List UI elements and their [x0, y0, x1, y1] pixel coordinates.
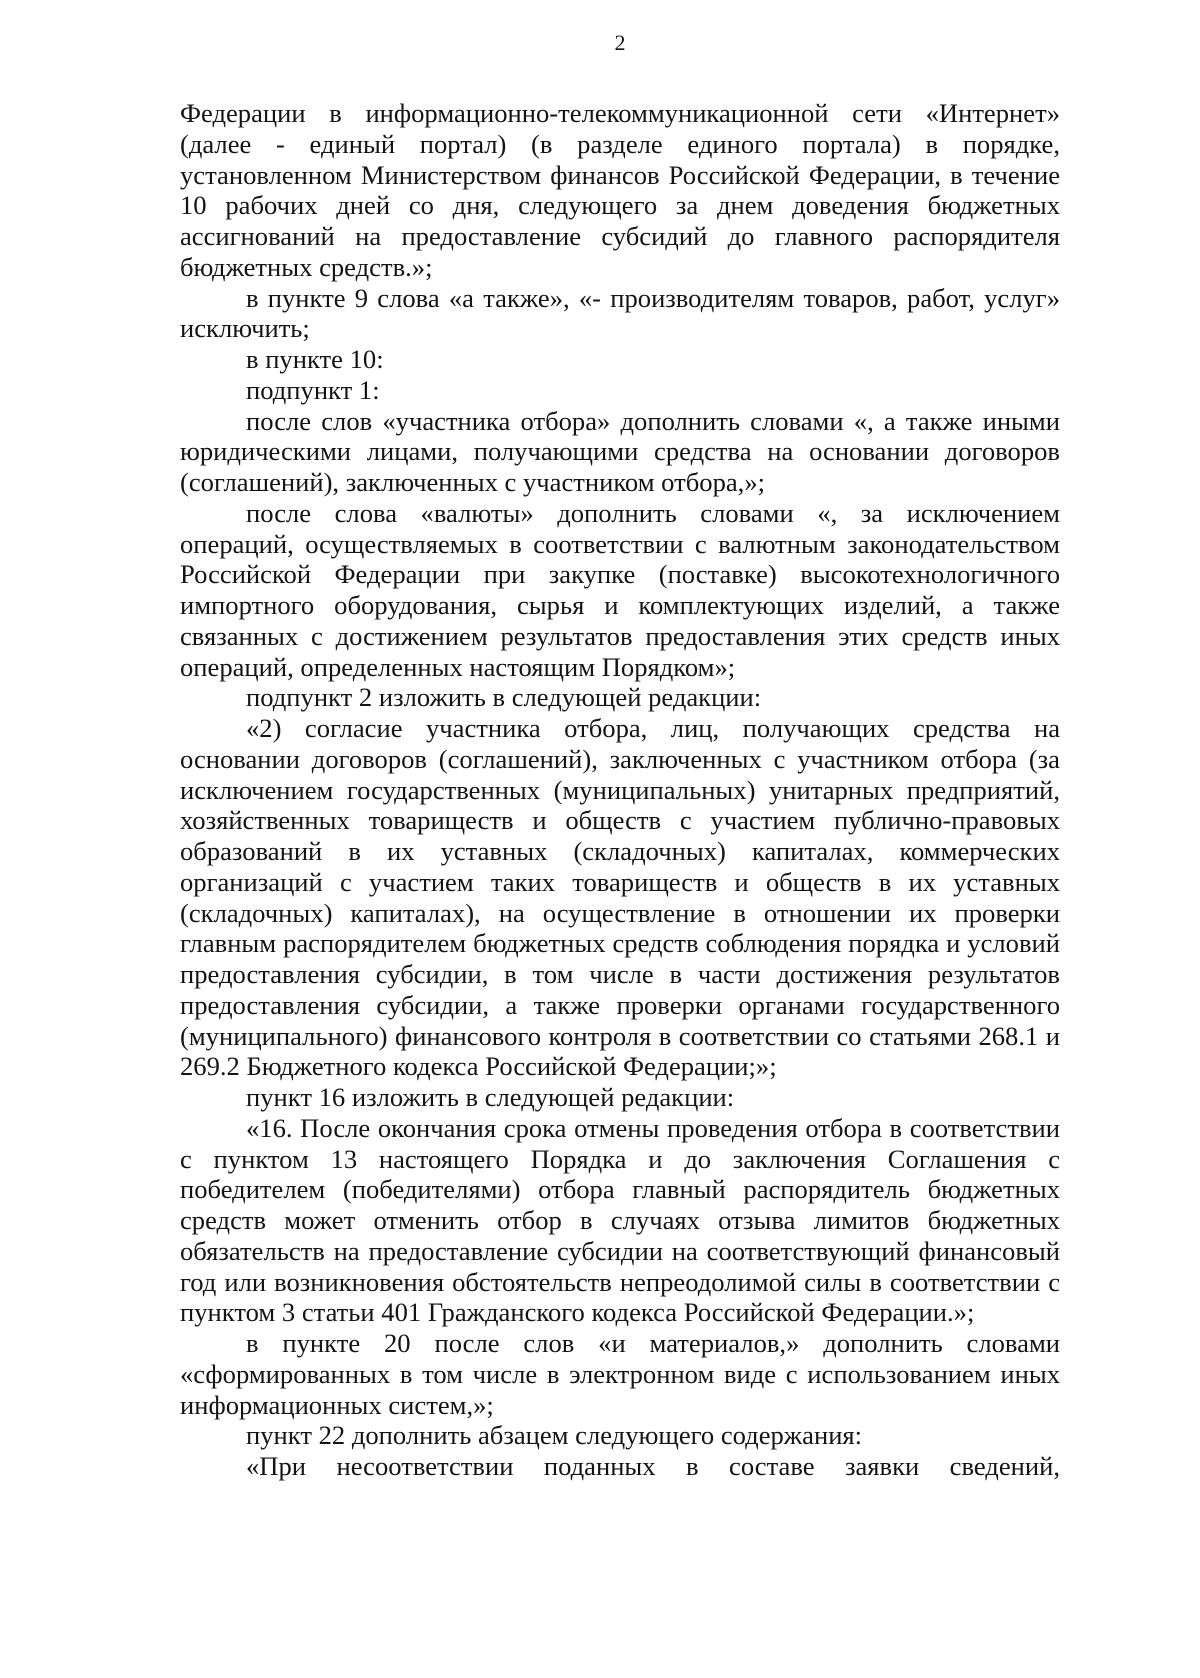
paragraph-point-9: в пункте 9 слова «а также», «- производителям товаров, работ, услуг» исключить; — [180, 282, 1060, 344]
paragraph-currency-words: после слова «валюты» дополнить словами «, за исключением операций, осуществляемых в соответствии с валютным законодательством Российской Федерации при закупке (поставке) высокотехнологичного импортного оборудования, сырья и комплектующих изделий, а также связанных с достижением результатов предоставления этих средств иных операций, определенных настоящим Порядком»; — [180, 497, 1060, 682]
paragraph-point-22-text: «При несоответствии поданных в составе заявки сведений, — [246, 1451, 1060, 1481]
paragraph-point-16-text: «16. После окончания срока отмены проведения отбора в соответствии с пунктом 13 настоящего Порядка и до заключения Соглашения с победителем (победителями) отбора главный распорядитель бюджетных средств может отменить отбор в случаях отзыва лимитов бюджетных обязательств на предоставление субсидии на соответствующий финансовый год или возникновения обстоятельств непреодолимой силы в соответствии с пунктом 3 статьи 401 Гражданского кодекса Российской Федерации.»; — [180, 1112, 1060, 1328]
page-number: 2 — [614, 30, 626, 55]
paragraph-point-20: в пункте 20 после слов «и материалов,» дополнить словами «сформированных в том числе в электронном виде с использованием иных информационных систем,»; — [180, 1328, 1060, 1420]
paragraph-point-16-heading: пункт 16 изложить в следующей редакции: — [246, 1082, 735, 1112]
document-body — [180, 98, 1060, 1482]
paragraph-participant-words: после слов «участника отбора» дополнить словами «, а также иными юридическими лицами, получающими средства на основании договоров (соглашений), заключенных с участником отбора,»; — [180, 405, 1060, 497]
paragraph-subpoint-1: подпункт 1: — [246, 374, 380, 405]
paragraph-point-22-heading: пункт 22 дополнить абзацем следующего содержания: — [246, 1420, 863, 1451]
paragraph-subpoint-2-heading: подпункт 2 изложить в следующей редакции: — [246, 682, 762, 713]
paragraph-subpoint-2-text: «2) согласие участника отбора, лиц, получающих средства на основании договоров (соглашений), заключенных с участником отбора (за исключением государственных (муниципальных) унитарных предприятий, хозяйственных товариществ и обществ с участием публично-правовых образований в их уставных (складочных) капиталах, коммерческих организаций с участием таких товариществ и обществ в их уставных (складочных) капиталах), на осуществление в отношении их проверки главным распорядителем бюджетных средств соблюдения порядка и условий предоставления субсидии, в том числе в части достижения результатов предоставления субсидии, а также проверки органами государственного (муниципального) финансового контроля в соответствии со статьями 268.1 и 269.2 Бюджетного кодекса Российской Федерации;»; — [180, 713, 1060, 1082]
paragraph-point-10: в пункте 10: — [246, 344, 384, 374]
paragraph-portal-publication: Федерации в информационно-телекоммуникационной сети «Интернет» (далее - единый портал) (в разделе единого портала) в порядке, установленном Министерством финансов Российской Федерации, в течение 10 рабочих дней со дня, следующего за днем доведения бюджетных ассигнований на предоставление субсидий до главного распорядителя бюджетных средств.»; — [180, 98, 1060, 282]
